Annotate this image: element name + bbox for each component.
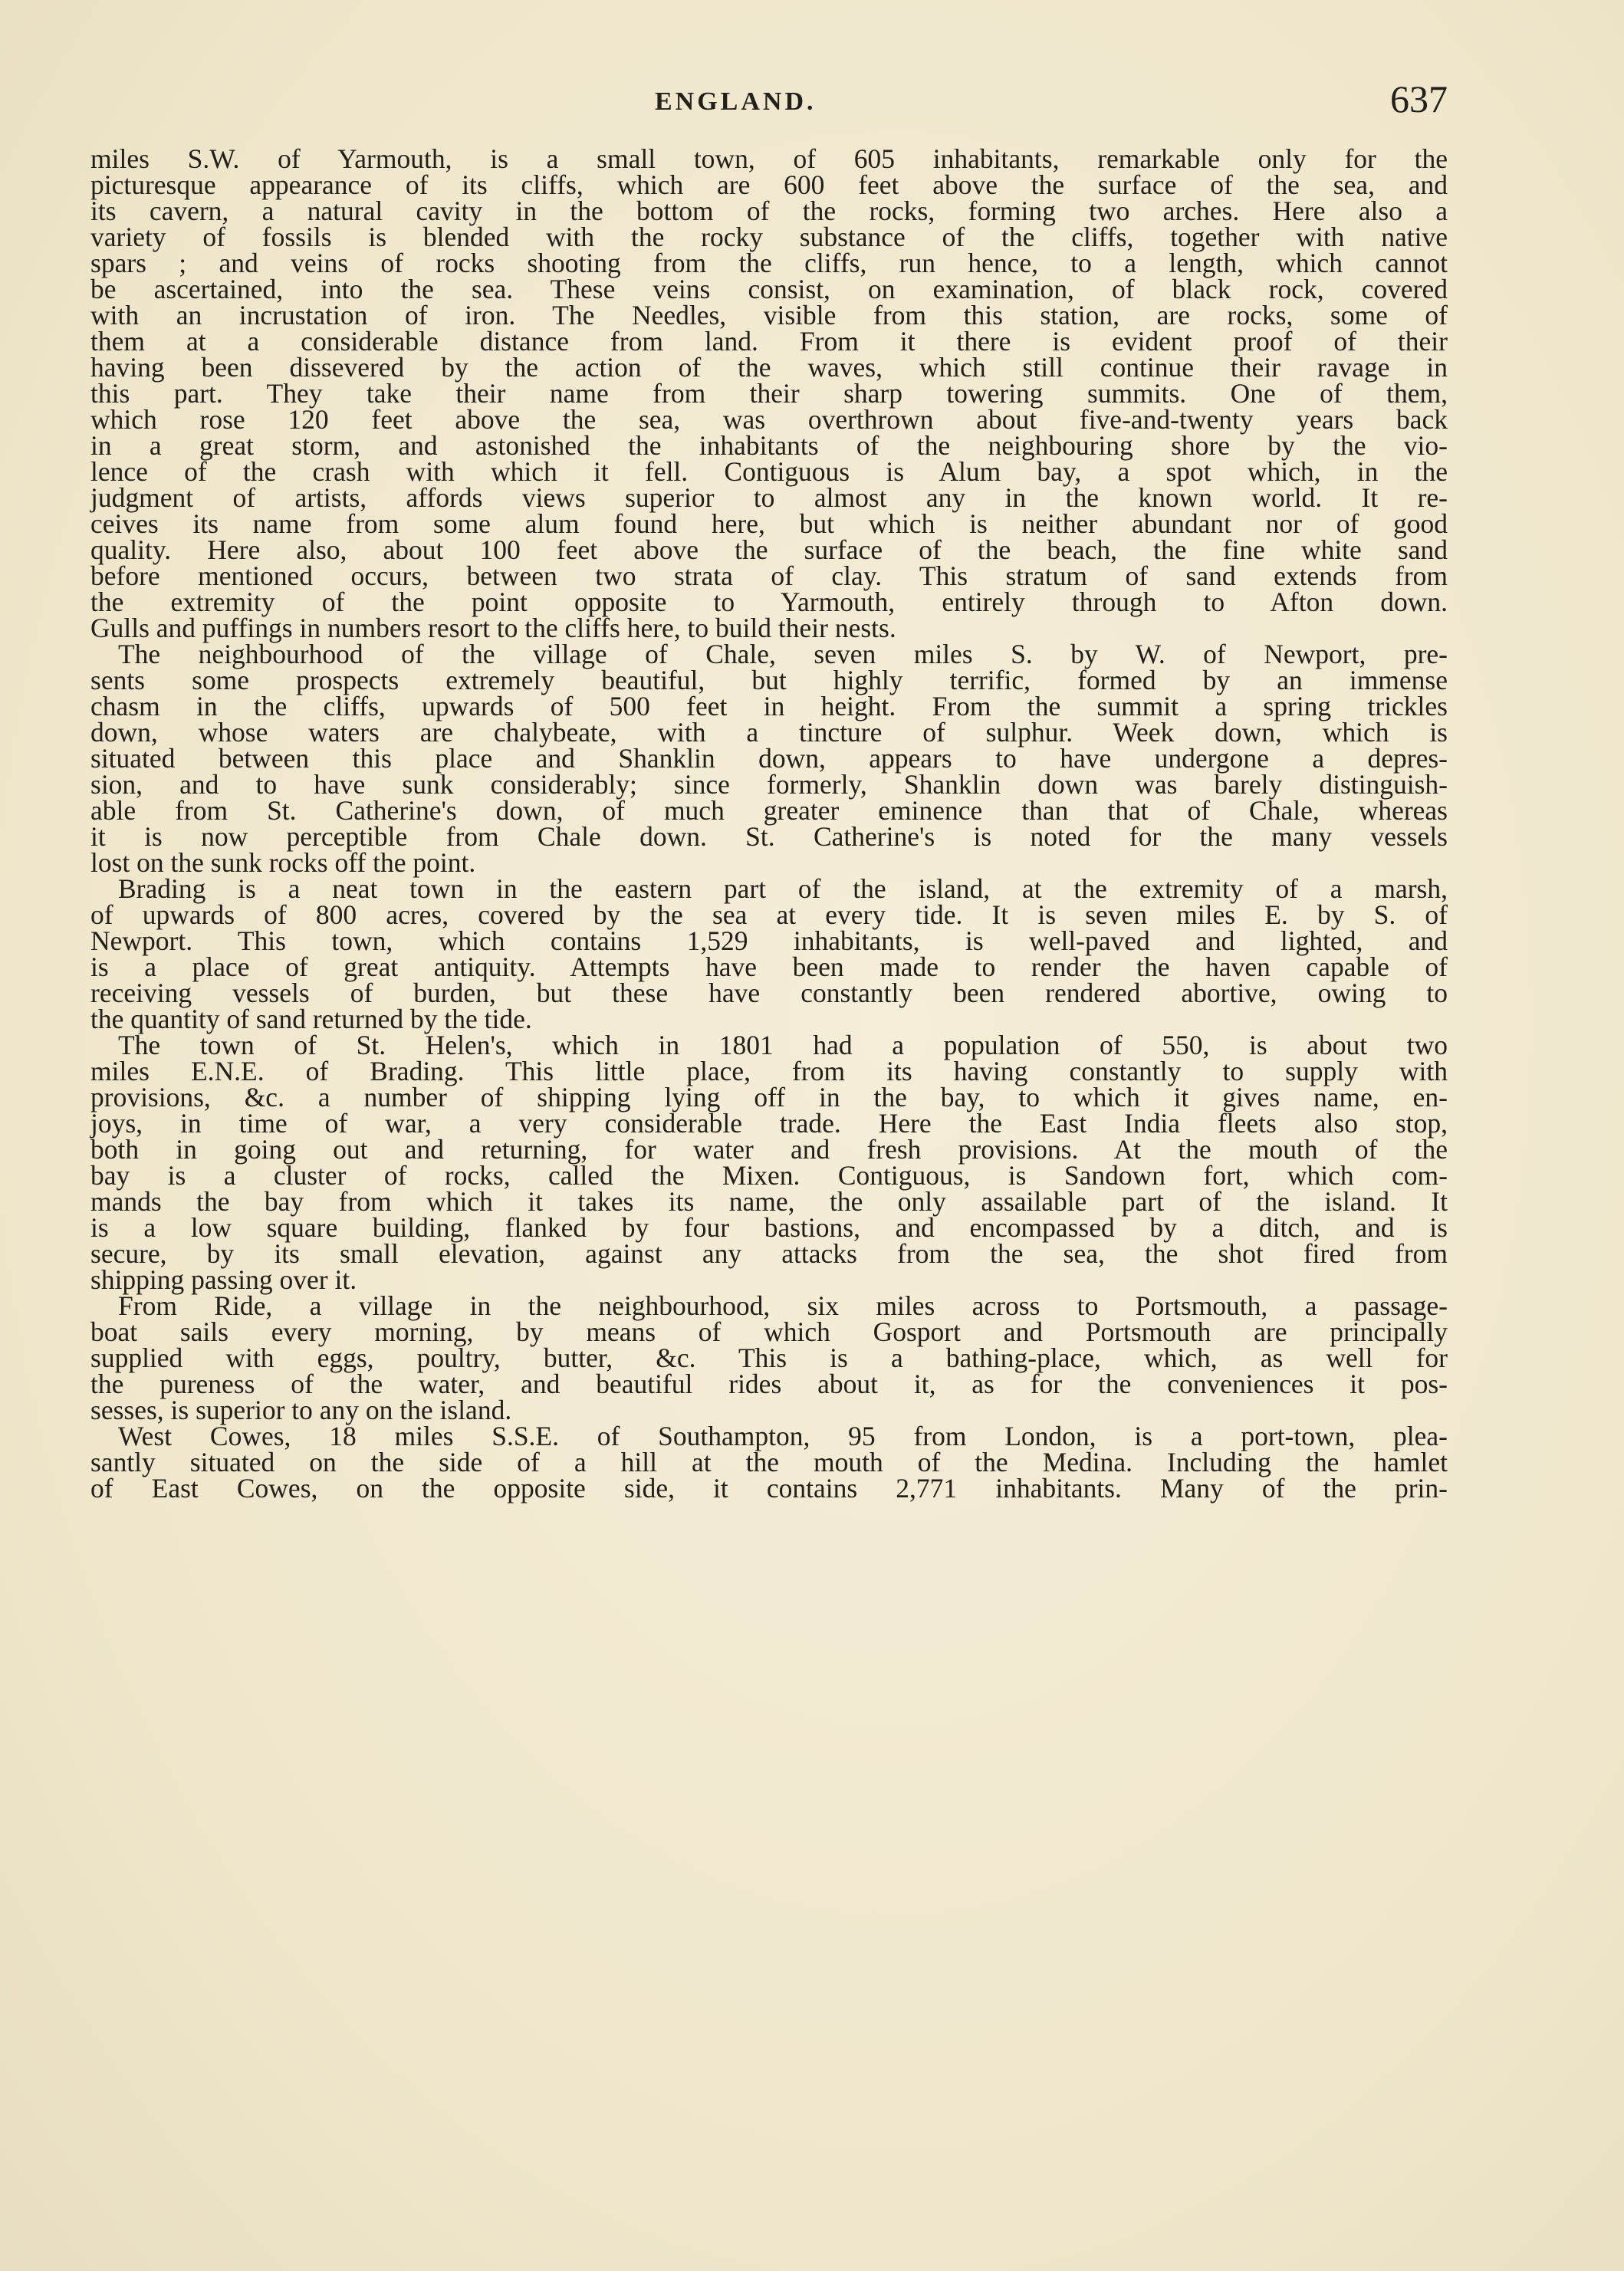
text-line: sents some prospects extremely beautiful, but highly terrific, formed by an immense xyxy=(90,665,1448,695)
text-line: situated between this place and Shanklin down, appears to have undergone a depres- xyxy=(90,743,1448,774)
text-line: The neighbourhood of the village of Chale, seven miles S. by W. of Newport, pre- xyxy=(118,639,1448,669)
text-line: lost on the sunk rocks off the point. xyxy=(90,847,476,878)
text-line: of East Cowes, on the opposite side, it contains 2,771 inhabitants. Many of the prin- xyxy=(90,1473,1448,1504)
text-line: is a low square building, flanked by four bastions, and encompassed by a ditch, and is xyxy=(90,1212,1448,1243)
text-line: Gulls and puffings in numbers resort to the cliffs here, to build their nests. xyxy=(90,613,896,643)
text-line: the quantity of sand returned by the tide. xyxy=(90,1004,532,1034)
text-line: West Cowes, 18 miles S.S.E. of Southampton, 95 from London, is a port-town, plea- xyxy=(118,1421,1448,1451)
text-line: The town of St. Helen's, which in 1801 had a population of 550, is about two xyxy=(118,1030,1448,1060)
text-line: picturesque appearance of its cliffs, which are 600 feet above the surface of the sea, and xyxy=(90,169,1448,200)
text-line: the extremity of the point opposite to Yarmouth, entirely through to Afton down. xyxy=(90,587,1448,617)
text-line: santly situated on the side of a hill at the mouth of the Medina. Including the hamlet xyxy=(90,1447,1448,1477)
text-line: with an incrustation of iron. The Needles, visible from this station, are rocks, some of xyxy=(90,300,1448,330)
text-line: is a place of great antiquity. Attempts have been made to render the haven capable of xyxy=(90,951,1448,982)
text-line: spars ; and veins of rocks shooting from the cliffs, run hence, to a length, which cannot xyxy=(90,248,1448,278)
text-line: which rose 120 feet above the sea, was overthrown about five-and-twenty years back xyxy=(90,404,1448,435)
text-line: be ascertained, into the sea. These veins consist, on examination, of black rock, covered xyxy=(90,274,1448,304)
text-line: secure, by its small elevation, against any attacks from the sea, the shot fired from xyxy=(90,1238,1448,1269)
text-line: lence of the crash with which it fell. Contiguous is Alum bay, a spot which, in the xyxy=(90,456,1448,487)
page-header xyxy=(90,77,1448,123)
page-number: 637 xyxy=(1390,77,1448,120)
text-line: Newport. This town, which contains 1,529 inhabitants, is well-paved and lighted, and xyxy=(90,925,1448,956)
text-line: variety of fossils is blended with the rocky substance of the cliffs, together with native xyxy=(90,222,1448,252)
text-line: in a great storm, and astonished the inhabitants of the neighbouring shore by the vio- xyxy=(90,430,1448,461)
text-line: boat sails every morning, by means of which Gosport and Portsmouth are principally xyxy=(90,1316,1448,1347)
text-line: sesses, is superior to any on the island. xyxy=(90,1395,512,1425)
text-line: both in going out and returning, for water and fresh provisions. At the mouth of the xyxy=(90,1134,1448,1165)
text-line: miles E.N.E. of Brading. This little place, from its having constantly to supply with xyxy=(90,1056,1448,1086)
running-head: ENGLAND. xyxy=(655,87,817,116)
text-line: able from St. Catherine's down, of much greater eminence than that of Chale, whereas xyxy=(90,795,1448,826)
text-line: Brading is a neat town in the eastern part of the island, at the extremity of a marsh, xyxy=(118,873,1448,904)
text-line: before mentioned occurs, between two strata of clay. This stratum of sand extends from xyxy=(90,560,1448,591)
text-line: them at a considerable distance from land. From it there is evident proof of their xyxy=(90,326,1448,357)
text-line: receiving vessels of burden, but these have constantly been rendered abortive, owing to xyxy=(90,978,1448,1008)
text-line: miles S.W. of Yarmouth, is a small town, of 605 inhabitants, remarkable only for the xyxy=(90,143,1448,174)
text-line: the pureness of the water, and beautiful rides about it, as for the conveniences it pos- xyxy=(90,1369,1448,1399)
text-line: bay is a cluster of rocks, called the Mixen. Contiguous, is Sandown fort, which com- xyxy=(90,1160,1448,1191)
text-line: it is now perceptible from Chale down. St. Catherine's is noted for the many vessels xyxy=(90,821,1448,852)
text-line: quality. Here also, about 100 feet above the surface of the beach, the fine white sand xyxy=(90,534,1448,565)
text-line: this part. They take their name from their sharp towering summits. One of them, xyxy=(90,378,1448,409)
text-line: having been dissevered by the action of the waves, which still continue their ravage in xyxy=(90,352,1448,383)
text-line: down, whose waters are chalybeate, with a tincture of sulphur. Week down, which is xyxy=(90,717,1448,748)
text-line: of upwards of 800 acres, covered by the sea at every tide. It is seven miles E. by S. of xyxy=(90,899,1448,930)
text-line: From Ride, a village in the neighbourhood, six miles across to Portsmouth, a passage- xyxy=(118,1290,1448,1321)
text-line: its cavern, a natural cavity in the bottom of the rocks, forming two arches. Here also a xyxy=(90,196,1448,226)
body-text xyxy=(90,143,1448,1504)
text-line: supplied with eggs, poultry, butter, &c. This is a bathing-place, which, as well for xyxy=(90,1343,1448,1373)
text-line: judgment of artists, affords views superior to almost any in the known world. It re- xyxy=(90,482,1448,513)
text-line: sion, and to have sunk considerably; since formerly, Shanklin down was barely distinguish- xyxy=(90,769,1448,800)
text-line: ceives its name from some alum found here, but which is neither abundant nor of good xyxy=(90,508,1448,539)
text-line: mands the bay from which it takes its name, the only assailable part of the island. It xyxy=(90,1186,1448,1217)
text-line: provisions, &c. a number of shipping lying off in the bay, to which it gives name, en- xyxy=(90,1082,1448,1112)
text-line: joys, in time of war, a very considerable trade. Here the East India fleets also stop, xyxy=(90,1108,1448,1139)
text-line: shipping passing over it. xyxy=(90,1264,357,1295)
text-line: chasm in the cliffs, upwards of 500 feet in height. From the summit a spring trickles xyxy=(90,691,1448,721)
